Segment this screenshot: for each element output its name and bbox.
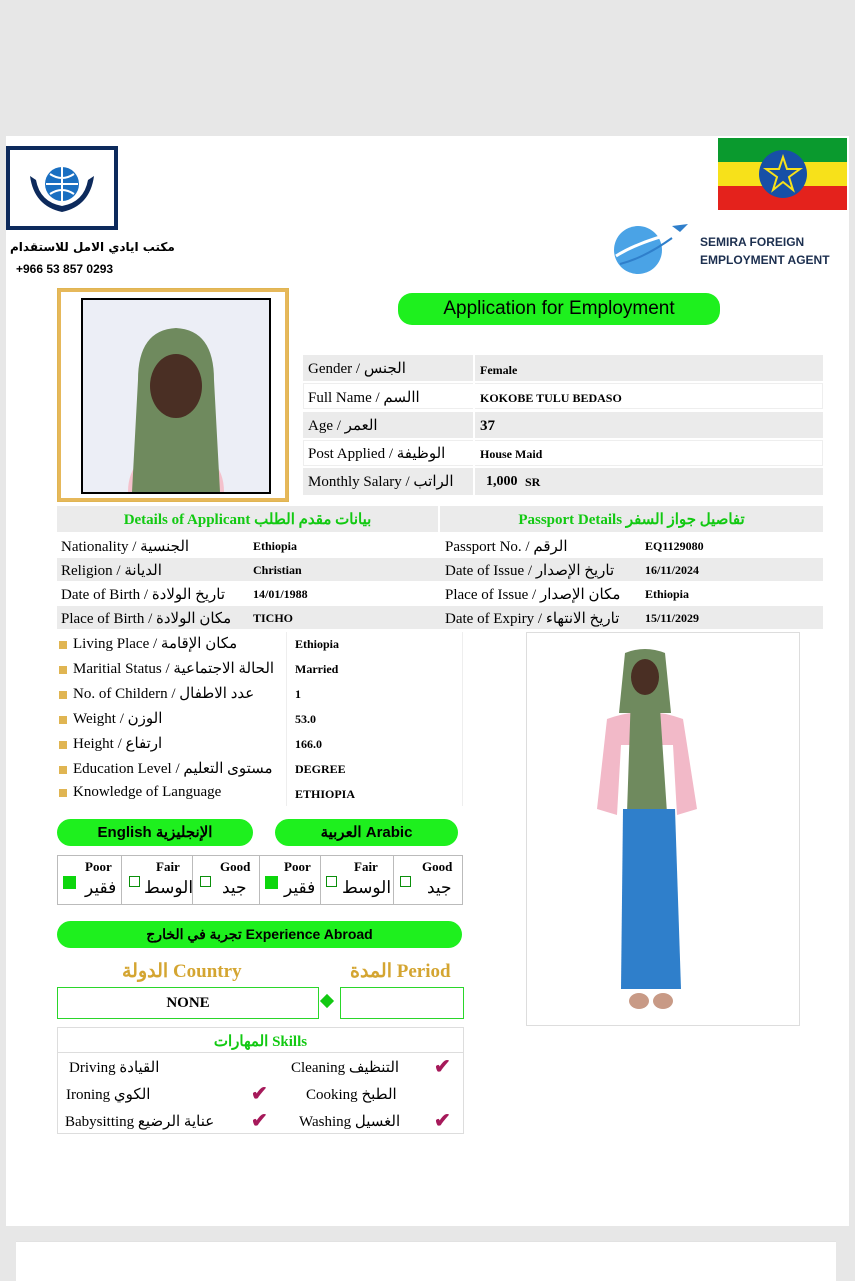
ironing-check-icon: ✔ [251,1083,268,1105]
list-item [59,659,274,678]
skill-cooking: Cooking الطبخ [306,1087,397,1103]
height-label: Height / ارتفاع [73,736,163,752]
age-label: Age / العمر [308,418,378,434]
country-label: الدولة Country [122,961,242,982]
period-label: المدة Period [350,961,451,982]
skill-driving: Driving القيادة [69,1060,160,1076]
list-item [59,709,162,728]
summary-table [303,355,823,497]
children-label: No. of Childern / عدد الاطفال [73,686,255,702]
place-of-birth-value: TICHO [253,611,294,625]
arabic-fair-checkbox[interactable] [326,876,337,887]
date-of-expiry-label: Date of Expiry / تاريخ الانتهاء [445,611,620,627]
date-of-birth-value: 14/01/1988 [253,587,308,601]
list-item [59,759,273,778]
weight-label: Weight / الوزن [73,711,163,727]
salary-label: Monthly Salary / الراتب [308,474,454,490]
country-value: NONE [166,995,210,1011]
place-of-issue-value: Ethiopia [645,587,690,601]
agent-name-line1: SEMIRA FOREIGN [700,235,805,249]
list-item [59,634,237,653]
bottom-bar [16,1241,836,1281]
arabic-fair-en: Fair [354,859,378,874]
office-phone: +966 53 857 0293 [16,262,114,276]
ethiopia-flag [718,138,847,210]
weight-value: 53.0 [295,712,316,726]
gender-value: Female [480,363,518,377]
arabic-good-checkbox[interactable] [400,876,411,887]
office-name: مكتب ايادي الامل للاستقدام [10,240,175,254]
passport-section-title: Passport Details تفاصيل جواز السفر [518,512,745,528]
gender-label: Gender / الجنس [308,361,406,377]
date-of-issue-label: Date of Issue / تاريخ الإصدار [445,563,615,579]
english-poor-ar: فقير [85,878,117,897]
english-poor-en: Poor [85,859,112,874]
arabic-good-ar: جيد [427,878,452,897]
bullet-icon [59,691,67,699]
living-place-value: Ethiopia [295,637,340,651]
salary-currency: SR [525,475,541,489]
age-value: 37 [480,418,495,434]
form-title: Application for Employment [398,293,720,325]
bullet-icon [59,641,67,649]
bullet-icon [59,666,67,674]
office-logo [6,146,118,230]
list-item [59,784,221,801]
summary-row [303,412,823,438]
nationality-value: Ethiopia [253,539,298,553]
arabic-poor-en: Poor [284,859,311,874]
english-good-ar: جيد [222,878,247,897]
passport-no-label: Passport No. / الرقم [445,539,568,555]
full-name-value: KOKOBE TULU BEDASO [480,391,622,405]
arabic-poor-checkbox[interactable] [265,876,278,889]
religion-label: Religion / الديانة [61,563,162,579]
details-row [57,558,823,581]
height-value: 166.0 [295,737,322,751]
passport-no-value: EQ1129080 [645,539,704,553]
language-knowledge-label: Knowledge of Language [73,784,222,800]
education-label: Education Level / مستوى التعليم [73,761,273,777]
washing-check-icon: ✔ [434,1110,451,1132]
skill-washing: Washing الغسيل [299,1114,401,1130]
skill-babysitting: Babysitting عناية الرضيع [65,1114,215,1130]
post-applied-label: Post Applied / الوظيفة [308,446,446,462]
place-of-issue-label: Place of Issue / مكان الإصدار [445,587,621,603]
english-language-pill: English الإنجليزية [57,819,253,846]
experience-abroad-pill: تجربة في الخارج Experience Abroad [57,921,462,948]
list-item [59,734,162,753]
children-value: 1 [295,687,301,701]
post-applied-value: House Maid [480,447,543,461]
language-level-grid [57,855,463,905]
portrait-frame [57,288,289,502]
diamond-icon [320,994,334,1008]
english-fair-ar: الوسط [144,878,194,897]
english-good-checkbox[interactable] [200,876,211,887]
agent-logo-icon [602,220,694,276]
marital-status-label: Maritial Status / الحالة الاجتماعية [73,661,275,677]
marital-status-value: Married [295,662,339,676]
applicant-section-title: Details of Applicant بيانات مقدم الطلب [123,512,372,528]
babysitting-check-icon: ✔ [251,1110,268,1132]
top-bar [0,0,855,136]
country-field [57,987,319,1019]
date-of-expiry-value: 15/11/2029 [645,611,700,625]
personal-list [57,632,463,806]
english-good-en: Good [220,859,251,874]
agent-name-line2: EMPLOYMENT AGENT [700,253,830,267]
bullet-icon [59,789,67,797]
full-name-label: Full Name / االسم [308,390,420,406]
living-place-label: Living Place / مكان الإقامة [73,636,238,652]
full-body-photo [526,632,800,1026]
portrait-photo [81,298,271,494]
arabic-good-en: Good [422,859,453,874]
period-field [340,987,464,1019]
grid-divider [320,856,321,904]
skills-title-divider [58,1052,463,1053]
skill-cleaning: Cleaning التنظيف [291,1060,400,1076]
grid-divider [259,856,260,904]
english-fair-checkbox[interactable] [129,876,140,887]
skills-title: المهارات Skills [213,1034,308,1050]
personal-divider [462,632,463,806]
summary-divider [473,355,475,495]
english-poor-checkbox[interactable] [63,876,76,889]
arabic-poor-ar: فقير [284,878,316,897]
arabic-language-pill: العربية Arabic [275,819,458,846]
bullet-icon [59,741,67,749]
arabic-fair-ar: الوسط [342,878,392,897]
religion-value: Christian [253,563,302,577]
cleaning-check-icon: ✔ [434,1056,451,1078]
bullet-icon [59,716,67,724]
details-table [57,534,823,630]
nationality-label: Nationality / الجنسية [61,539,190,555]
skills-box [57,1027,464,1134]
salary-value: 1,000 [486,474,518,489]
grid-divider [121,856,122,904]
list-item [59,684,254,703]
personal-divider [286,632,287,806]
english-fair-en: Fair [156,859,180,874]
application-sheet [6,136,849,1226]
bullet-icon [59,766,67,774]
grid-divider [393,856,394,904]
skill-ironing: Ironing الكوي [66,1087,151,1103]
date-of-issue-value: 16/11/2024 [645,563,700,577]
language-knowledge-value: ETHIOPIA [295,787,356,801]
education-value: DEGREE [295,762,346,776]
date-of-birth-label: Date of Birth / تاريخ الولادة [61,587,226,603]
place-of-birth-label: Place of Birth / مكان الولادة [61,611,232,627]
